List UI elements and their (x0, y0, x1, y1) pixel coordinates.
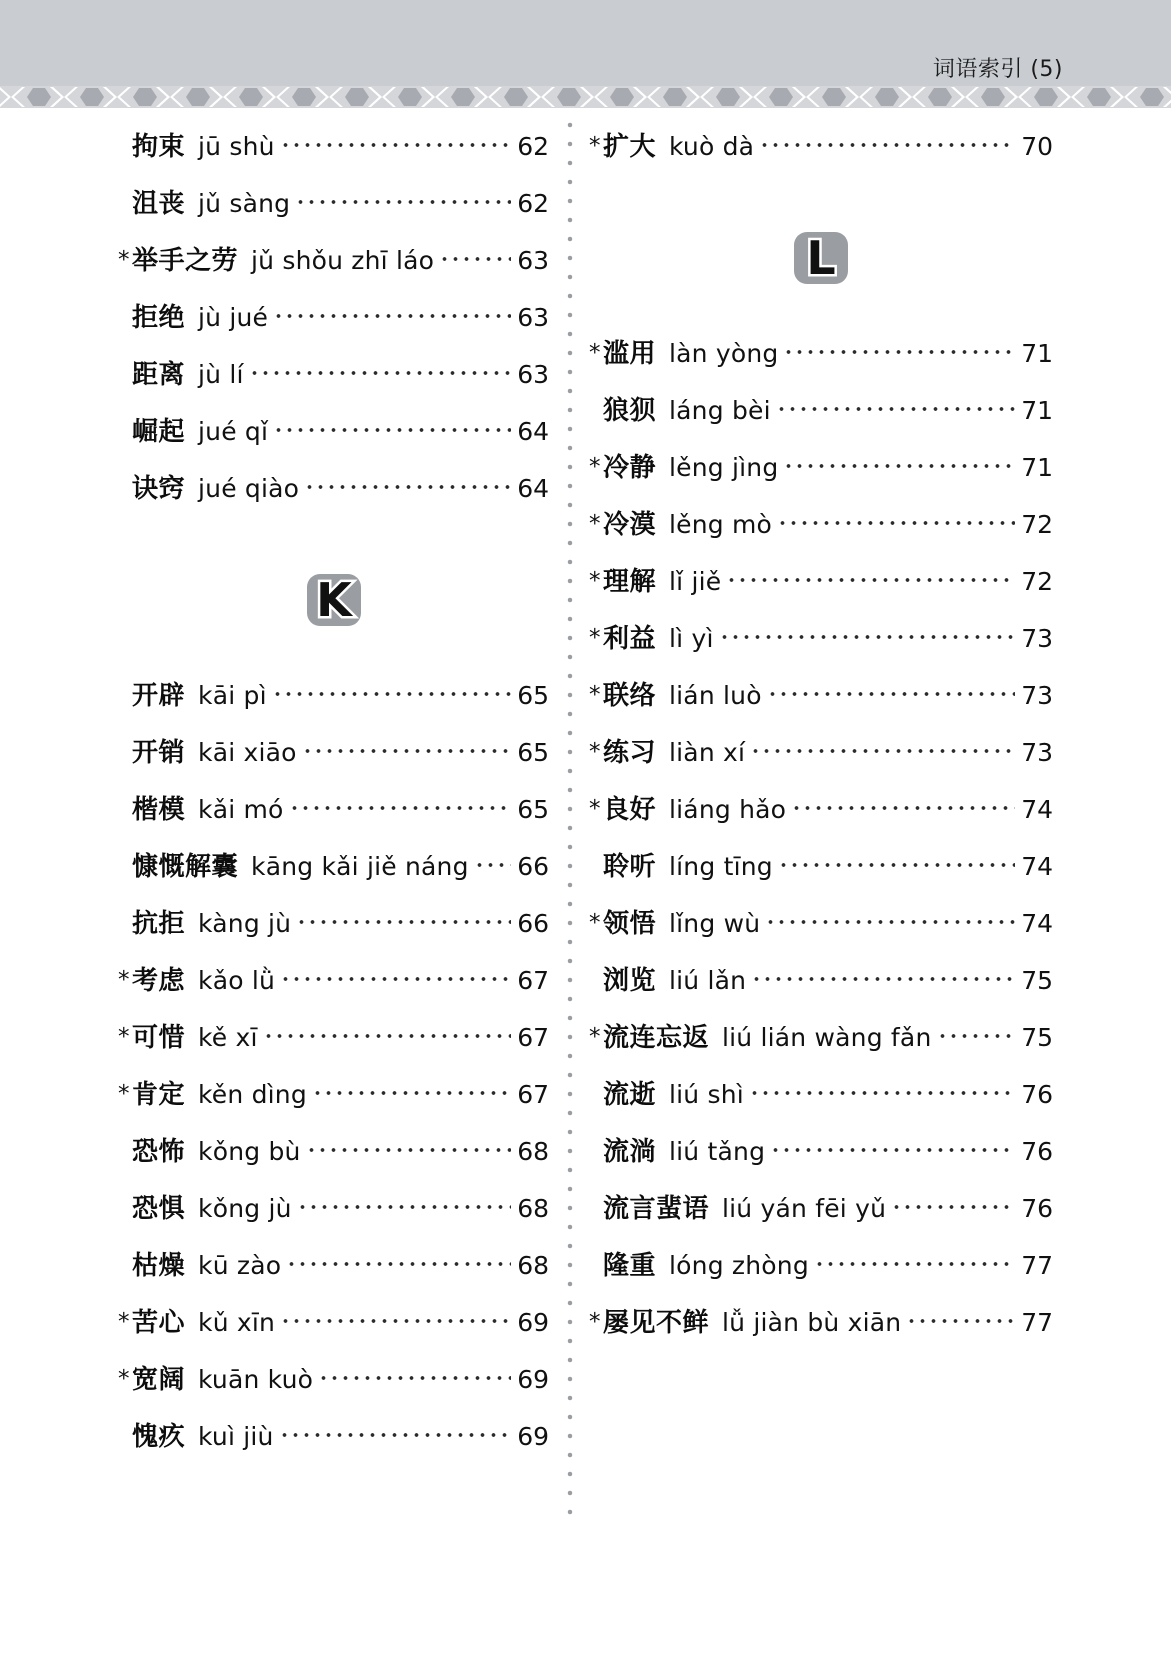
index-entry[interactable] (118, 903, 549, 960)
dot-leader (292, 803, 511, 813)
index-entry[interactable] (589, 618, 1053, 675)
index-entry[interactable] (589, 1302, 1053, 1359)
entry-page-number: 64 (517, 417, 549, 446)
entry-page-number: 74 (1021, 795, 1053, 824)
asterisk-marker: * (589, 682, 601, 708)
entry-pinyin: lì yì (669, 624, 714, 653)
entry-pinyin: liáng hǎo (669, 795, 787, 824)
dot-leader (309, 1145, 511, 1155)
entry-pinyin: kāi xiāo (198, 738, 297, 767)
asterisk-marker: * (589, 625, 601, 651)
dot-leader (770, 689, 1015, 699)
section-letter-badge-wrap (589, 183, 1053, 333)
dot-leader (722, 632, 1015, 642)
dot-leader (781, 860, 1015, 870)
entry-headword: 枯燥 (132, 1251, 186, 1281)
entry-headword: 屡见不鲜 (603, 1308, 710, 1338)
entry-pinyin: lěng mò (669, 510, 773, 539)
entry-headword: 滥用 (603, 339, 657, 369)
entry-pinyin: kuò dà (669, 132, 755, 161)
dot-leader (442, 254, 511, 264)
entry-page-number: 69 (517, 1422, 549, 1451)
index-entry[interactable] (118, 468, 549, 525)
asterisk-marker: * (118, 1366, 130, 1392)
dot-leader (299, 917, 511, 927)
entry-page-number: 71 (1021, 453, 1053, 482)
entry-page-number: 76 (1021, 1137, 1053, 1166)
dot-leader (780, 518, 1015, 528)
index-entry[interactable] (589, 1188, 1053, 1245)
index-entry[interactable] (589, 1074, 1053, 1131)
entry-headword: 聆听 (603, 852, 657, 882)
entry-pinyin: líng tīng (669, 852, 773, 881)
entry-headword: 沮丧 (132, 189, 186, 219)
entry-headword: 楷模 (132, 795, 186, 825)
index-entry[interactable] (118, 183, 549, 240)
entry-headword: 恐惧 (132, 1194, 186, 1224)
entry-page-number: 67 (517, 1080, 549, 1109)
index-entry[interactable] (589, 126, 1053, 183)
entry-pinyin: kū zào (198, 1251, 282, 1280)
entry-page-number: 68 (517, 1251, 549, 1280)
dot-leader (779, 404, 1015, 414)
entry-headword: 崛起 (132, 417, 186, 447)
asterisk-marker: * (118, 1309, 130, 1335)
entry-headword: 流连忘返 (603, 1023, 710, 1053)
entry-pinyin: kàng jù (198, 909, 292, 938)
entry-pinyin: lóng zhòng (669, 1251, 809, 1280)
entry-pinyin: kāi pì (198, 681, 267, 710)
index-page-body (0, 108, 1171, 1655)
entry-page-number: 68 (517, 1137, 549, 1166)
entry-headword: 慷慨解囊 (132, 852, 239, 882)
entry-headword: 隆重 (603, 1251, 657, 1281)
dot-leader (794, 803, 1015, 813)
entry-headword: 冷漠 (603, 510, 657, 540)
dot-leader (786, 461, 1015, 471)
index-columns (0, 108, 1171, 1473)
dot-leader (266, 1031, 511, 1041)
entry-page-number: 73 (1021, 681, 1053, 710)
entry-headword: 拒绝 (132, 303, 186, 333)
index-entry[interactable] (118, 1188, 549, 1245)
entry-headword: 宽阔 (132, 1365, 186, 1395)
index-entry[interactable] (589, 1017, 1053, 1074)
entry-page-number: 72 (1021, 567, 1053, 596)
index-entry[interactable] (118, 354, 549, 411)
entry-pinyin: làn yòng (669, 339, 779, 368)
entry-page-number: 68 (517, 1194, 549, 1223)
entry-headword: 拘束 (132, 132, 186, 162)
entry-page-number: 66 (517, 852, 549, 881)
dot-leader (773, 1145, 1015, 1155)
entry-pinyin: liú lǎn (669, 966, 747, 995)
entry-page-number: 77 (1021, 1308, 1053, 1337)
entry-headword: 开辟 (132, 681, 186, 711)
entry-page-number: 71 (1021, 396, 1053, 425)
dot-leader (762, 140, 1015, 150)
index-entry[interactable] (589, 447, 1053, 504)
entry-pinyin: jù jué (198, 303, 269, 332)
dot-leader (300, 1202, 511, 1212)
index-column-right (567, 108, 1171, 1473)
entry-page-number: 67 (517, 1023, 549, 1052)
entry-headword: 浏览 (603, 966, 657, 996)
index-entry[interactable] (118, 789, 549, 846)
entry-page-number: 69 (517, 1365, 549, 1394)
dot-leader (252, 368, 511, 378)
entry-headword: 可惜 (132, 1023, 186, 1053)
entry-headword: 诀窍 (132, 474, 186, 504)
entry-page-number: 62 (517, 132, 549, 161)
asterisk-marker: * (118, 967, 130, 993)
index-entry[interactable] (118, 846, 549, 903)
entry-headword: 流逝 (603, 1080, 657, 1110)
entry-headword: 流言蜚语 (603, 1194, 710, 1224)
entry-headword: 愧疚 (132, 1422, 186, 1452)
entry-page-number: 72 (1021, 510, 1053, 539)
entry-pinyin: jué qiào (198, 474, 300, 503)
dot-leader (315, 1088, 511, 1098)
section-letter-badge-wrap (118, 525, 549, 675)
dot-leader (894, 1202, 1015, 1212)
entry-page-number: 66 (517, 909, 549, 938)
dot-leader (753, 746, 1015, 756)
asterisk-marker: * (118, 1024, 130, 1050)
page-title: 词语索引 (5) (932, 57, 1063, 82)
entry-page-number: 62 (517, 189, 549, 218)
entry-pinyin: kuān kuò (198, 1365, 314, 1394)
entry-headword: 苦心 (132, 1308, 186, 1338)
asterisk-marker: * (589, 133, 601, 159)
entry-page-number: 73 (1021, 738, 1053, 767)
index-column-left (0, 108, 567, 1473)
index-entry[interactable] (118, 240, 549, 297)
entry-page-number: 76 (1021, 1080, 1053, 1109)
entry-page-number: 63 (517, 303, 549, 332)
entry-headword: 考虑 (132, 966, 186, 996)
entry-pinyin: jué qǐ (198, 417, 269, 446)
entry-headword: 练习 (603, 738, 657, 768)
index-entry[interactable] (589, 504, 1053, 561)
dot-leader (940, 1031, 1016, 1041)
index-entry[interactable] (118, 297, 549, 354)
entry-pinyin: kāng kǎi jiě náng (251, 852, 469, 881)
entry-headword: 利益 (603, 624, 657, 654)
entry-page-number: 63 (517, 246, 549, 275)
entry-headword: 距离 (132, 360, 186, 390)
dot-leader (283, 974, 511, 984)
entry-headword: 开销 (132, 738, 186, 768)
asterisk-marker: * (589, 796, 601, 822)
index-entry[interactable] (589, 675, 1053, 732)
index-entry[interactable] (589, 1131, 1053, 1188)
index-entry[interactable] (118, 126, 549, 183)
decorative-border-strip (0, 86, 1171, 108)
entry-page-number: 65 (517, 681, 549, 710)
index-entry[interactable] (118, 1245, 549, 1302)
entry-page-number: 75 (1021, 966, 1053, 995)
entry-page-number: 75 (1021, 1023, 1053, 1052)
entry-page-number: 69 (517, 1308, 549, 1337)
entry-page-number: 64 (517, 474, 549, 503)
entry-pinyin: kǒng bù (198, 1137, 301, 1166)
entry-headword: 扩大 (603, 132, 657, 162)
entry-headword: 良好 (603, 795, 657, 825)
entry-pinyin: láng bèi (669, 396, 771, 425)
asterisk-marker: * (589, 511, 601, 537)
entry-pinyin: kǎo lǜ (198, 966, 276, 995)
index-entry[interactable] (589, 561, 1053, 618)
asterisk-marker: * (589, 454, 601, 480)
dot-leader (817, 1259, 1015, 1269)
entry-pinyin: liú shì (669, 1080, 744, 1109)
asterisk-marker: * (118, 1081, 130, 1107)
entry-page-number: 77 (1021, 1251, 1053, 1280)
entry-pinyin: lǐ jiě (669, 567, 722, 596)
entry-page-number: 70 (1021, 132, 1053, 161)
dot-leader (909, 1316, 1015, 1326)
index-entry[interactable] (118, 732, 549, 789)
index-entry[interactable] (118, 1416, 549, 1473)
index-entry[interactable] (118, 1017, 549, 1074)
entry-page-number: 67 (517, 966, 549, 995)
dot-leader (752, 1088, 1015, 1098)
entry-pinyin: liú yán fēi yǔ (722, 1194, 887, 1223)
asterisk-marker: * (118, 247, 130, 273)
index-entry[interactable] (118, 1359, 549, 1416)
svg-text:L: L (806, 231, 836, 285)
entry-pinyin: lěng jìng (669, 453, 779, 482)
dot-leader (275, 689, 511, 699)
index-entry[interactable] (118, 960, 549, 1017)
dot-leader (276, 311, 511, 321)
asterisk-marker: * (589, 568, 601, 594)
entry-pinyin: kuì jiù (198, 1422, 274, 1451)
entry-pinyin: kǔ xīn (198, 1308, 276, 1337)
entry-page-number: 74 (1021, 909, 1053, 938)
entry-pinyin: kě xī (198, 1023, 258, 1052)
entry-pinyin: lǐng wù (669, 909, 761, 938)
index-entry[interactable] (589, 732, 1053, 789)
entry-headword: 肯定 (132, 1080, 186, 1110)
entry-pinyin: lián luò (669, 681, 762, 710)
index-entry[interactable] (118, 1074, 549, 1131)
index-entry[interactable] (118, 675, 549, 732)
index-entry[interactable] (589, 390, 1053, 447)
dot-leader (729, 575, 1015, 585)
entry-headword: 恐怖 (132, 1137, 186, 1167)
dot-leader (305, 746, 511, 756)
dot-leader (283, 1316, 511, 1326)
dot-leader (298, 197, 511, 207)
index-entry[interactable] (589, 789, 1053, 846)
asterisk-marker: * (589, 910, 601, 936)
asterisk-marker: * (589, 739, 601, 765)
index-entry[interactable] (118, 1302, 549, 1359)
dot-leader (289, 1259, 511, 1269)
index-entry[interactable] (589, 333, 1053, 390)
entry-page-number: 65 (517, 795, 549, 824)
dot-leader (276, 425, 511, 435)
dot-leader (768, 917, 1015, 927)
entry-pinyin: liú tǎng (669, 1137, 766, 1166)
entry-pinyin: kǒng jù (198, 1194, 292, 1223)
dot-leader (307, 482, 511, 492)
asterisk-marker: * (589, 1309, 601, 1335)
index-entry[interactable] (589, 903, 1053, 960)
entry-page-number: 73 (1021, 624, 1053, 653)
entry-pinyin: jù lí (198, 360, 244, 389)
index-entry[interactable] (589, 846, 1053, 903)
dot-leader (283, 140, 511, 150)
dot-leader (282, 1430, 511, 1440)
entry-page-number: 74 (1021, 852, 1053, 881)
dot-leader (786, 347, 1015, 357)
entry-pinyin: jǔ shǒu zhī láo (251, 246, 435, 275)
index-entry[interactable] (589, 1245, 1053, 1302)
entry-pinyin: jū shù (198, 132, 275, 161)
section-letter-badge-l (790, 229, 852, 287)
entry-page-number: 71 (1021, 339, 1053, 368)
index-entry[interactable] (118, 1131, 549, 1188)
entry-headword: 领悟 (603, 909, 657, 939)
entry-pinyin: liàn xí (669, 738, 746, 767)
section-letter-badge-k (303, 571, 365, 629)
dot-leader (477, 860, 511, 870)
entry-pinyin: jǔ sàng (198, 189, 291, 218)
entry-headword: 冷静 (603, 453, 657, 483)
svg-text:K: K (315, 573, 352, 627)
dot-leader (754, 974, 1015, 984)
asterisk-marker: * (589, 340, 601, 366)
entry-headword: 抗拒 (132, 909, 186, 939)
entry-pinyin: kǎi mó (198, 795, 284, 824)
entry-headword: 举手之劳 (132, 246, 239, 276)
entry-page-number: 76 (1021, 1194, 1053, 1223)
entry-headword: 流淌 (603, 1137, 657, 1167)
dot-leader (321, 1373, 511, 1383)
entry-headword: 理解 (603, 567, 657, 597)
index-entry[interactable] (589, 960, 1053, 1017)
entry-pinyin: lǚ jiàn bù xiān (722, 1308, 902, 1337)
entry-headword: 联络 (603, 681, 657, 711)
index-entry[interactable] (118, 411, 549, 468)
entry-page-number: 65 (517, 738, 549, 767)
page-header-band (0, 0, 1171, 86)
entry-pinyin: liú lián wàng fǎn (722, 1023, 932, 1052)
entry-pinyin: kěn dìng (198, 1080, 307, 1109)
asterisk-marker: * (589, 1024, 601, 1050)
entry-page-number: 63 (517, 360, 549, 389)
entry-headword: 狼狈 (603, 396, 657, 426)
